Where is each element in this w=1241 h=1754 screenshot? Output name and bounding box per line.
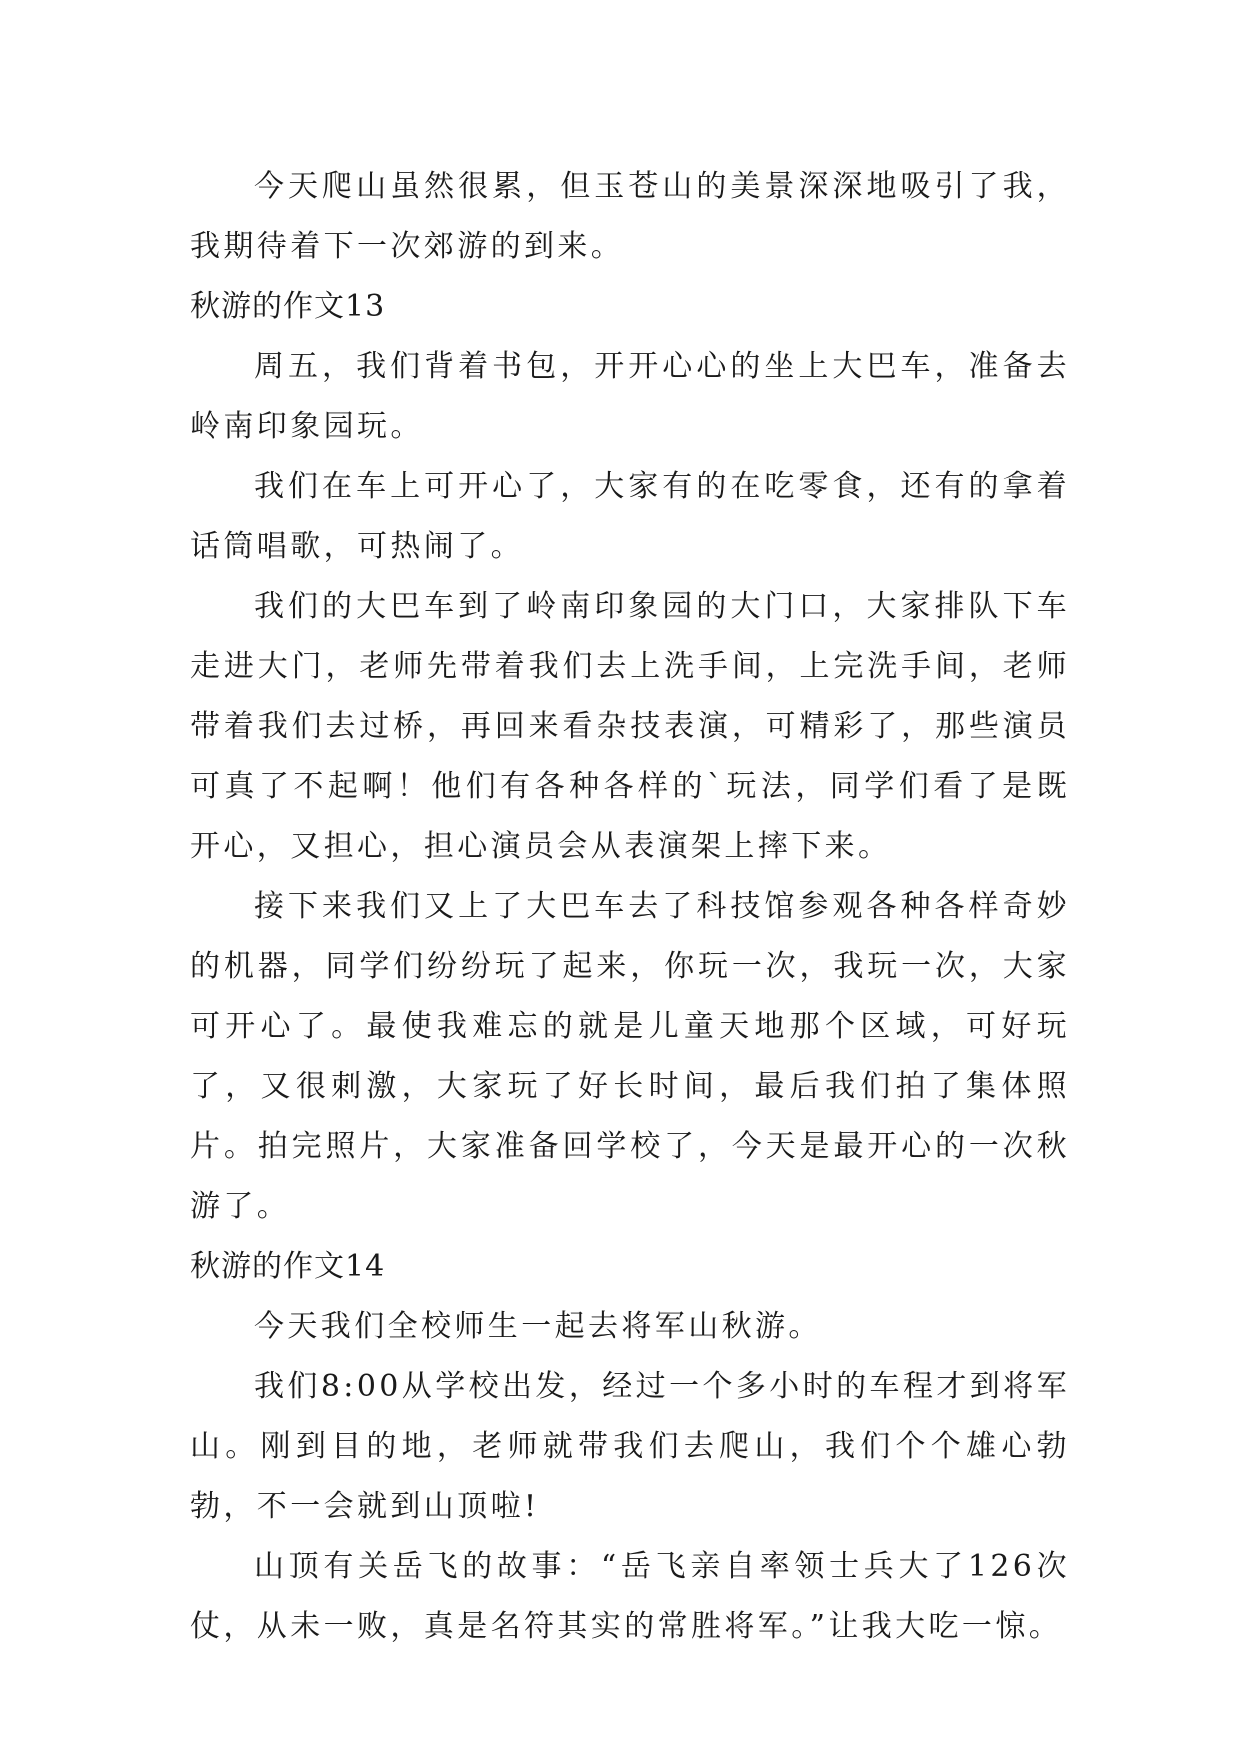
essay-heading: 秋游的作文13: [190, 289, 386, 324]
paragraph: 今天爬山虽然很累，但玉苍山的美景深深地吸引了我，我期待着下一次郊游的到来。: [190, 169, 1070, 264]
essay-heading: 秋游的作文14: [190, 1249, 386, 1284]
document-body: [190, 157, 1070, 1657]
paragraph: 今天我们全校师生一起去将军山秋游。: [254, 1309, 822, 1344]
paragraph: 我们的大巴车到了岭南印象园的大门口，大家排队下车走进大门，老师先带着我们去上洗手间，上完洗手间，老师带着我们去过桥，再回来看杂技表演，可精彩了，那些演员可真了不起啊！他们有各种各样的`玩法，同学们看了是既开心，又担心，担心演员会从表演架上摔下来。: [190, 589, 1070, 864]
paragraph: 山顶有关岳飞的故事：“岳飞亲自率领士兵大了126次仗，从未一败，真是名符其实的常胜将军。”让我大吃一惊。: [190, 1549, 1070, 1644]
paragraph: 周五，我们背着书包，开开心心的坐上大巴车，准备去岭南印象园玩。: [190, 349, 1070, 444]
paragraph: 我们8:00从学校出发，经过一个多小时的车程才到将军山。刚到目的地，老师就带我们去爬山，我们个个雄心勃勃，不一会就到山顶啦!: [190, 1369, 1070, 1524]
paragraph: 我们在车上可开心了，大家有的在吃零食，还有的拿着话筒唱歌，可热闹了。: [190, 469, 1070, 564]
paragraph: 接下来我们又上了大巴车去了科技馆参观各种各样奇妙的机器，同学们纷纷玩了起来，你玩一次，我玩一次，大家可开心了。最使我难忘的就是儿童天地那个区域，可好玩了，又很刺激，大家玩了好长时间，最后我们拍了集体照片。拍完照片，大家准备回学校了，今天是最开心的一次秋游了。: [190, 889, 1070, 1224]
